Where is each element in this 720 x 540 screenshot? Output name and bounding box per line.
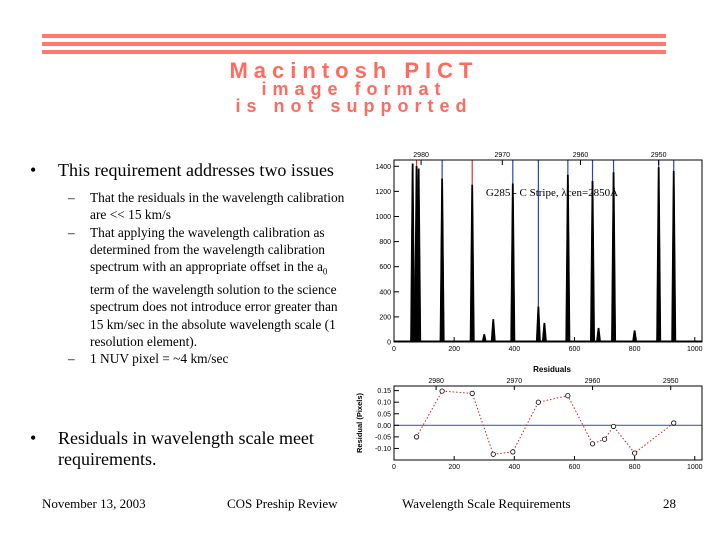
spectrum-top-tick-label: 2950 bbox=[650, 152, 667, 159]
dash-glyph: – bbox=[68, 190, 75, 205]
page-number: 28 bbox=[663, 496, 676, 511]
residual-point bbox=[632, 451, 636, 455]
spectrum-peak bbox=[470, 185, 474, 342]
pict-placeholder-image bbox=[30, 28, 678, 116]
residual-y-tick-label: -0.10 bbox=[375, 445, 391, 453]
bullet-1-text: This requirement addresses two issues bbox=[58, 160, 334, 180]
residual-point bbox=[511, 450, 515, 454]
spectrum-top-tick-label: 2970 bbox=[494, 152, 511, 159]
sub-bullet-1 bbox=[30, 189, 350, 224]
bullet-glyph: • bbox=[30, 428, 37, 448]
spectrum-peak bbox=[656, 168, 660, 342]
spectrum-peak bbox=[491, 319, 495, 342]
spectrum-y-tick-label: 200 bbox=[379, 314, 391, 322]
residual-x-tick-label: 800 bbox=[628, 464, 641, 471]
spectrum-chart bbox=[352, 146, 712, 360]
sub-bullet-list bbox=[30, 189, 350, 368]
spectrum-y-tick-label: 600 bbox=[379, 264, 391, 272]
pict-line-3: is not supported bbox=[235, 96, 473, 116]
spectrum-y-tick-label: 1200 bbox=[375, 188, 391, 196]
residual-y-tick-label: 0.00 bbox=[377, 422, 391, 430]
spectrum-peak bbox=[511, 184, 515, 342]
bullet-list bbox=[30, 160, 350, 368]
bullet-2-text: Residuals in wavelength scale meet requirements. bbox=[58, 428, 314, 469]
spectrum-x-tick-label: 600 bbox=[568, 346, 581, 353]
spectrum-x-tick-label: 800 bbox=[628, 346, 641, 353]
residual-point bbox=[611, 424, 615, 428]
sub-bullet-2-text-a: That applying the wavelength calibration as determined from the wavelength calibration spectrum with an appropriate offset in the a bbox=[90, 224, 325, 275]
bullet-glyph: • bbox=[30, 160, 37, 180]
residual-point bbox=[470, 391, 474, 395]
dash-glyph: – bbox=[68, 224, 75, 240]
residuals-chart bbox=[352, 364, 712, 476]
bullet-2 bbox=[30, 428, 388, 470]
spectrum-peak bbox=[590, 181, 594, 342]
spectrum-top-tick-label: 2980 bbox=[413, 152, 429, 159]
residual-point bbox=[672, 421, 676, 425]
spectrum-peak bbox=[596, 328, 600, 342]
residual-connector bbox=[417, 391, 674, 454]
footer-title: Wavelength Scale Requirements bbox=[402, 496, 571, 511]
residual-top-tick-label: 2950 bbox=[662, 378, 679, 385]
pict-line-2: image format bbox=[261, 79, 447, 99]
spectrum-x-tick-label: 200 bbox=[448, 346, 460, 353]
spectrum-peak bbox=[536, 307, 540, 342]
spectrum-title: G285 - C Stripe, λcen=2850Å bbox=[485, 187, 619, 199]
spectrum-x-tick-label: 0 bbox=[392, 346, 396, 353]
bullet-1 bbox=[30, 160, 350, 181]
residual-y-tick-label: 0.15 bbox=[377, 388, 391, 396]
spectrum-peak bbox=[542, 323, 546, 342]
sub-bullet-3-text: 1 NUV pixel = ~4 km/sec bbox=[90, 351, 229, 367]
residual-x-tick-label: 1000 bbox=[686, 464, 703, 471]
residuals-label: Residuals bbox=[533, 365, 571, 374]
dash-glyph: – bbox=[68, 351, 75, 367]
spectrum-top-tick-label: 2960 bbox=[572, 152, 589, 159]
residual-y-tick-label: 0.05 bbox=[377, 411, 391, 419]
spectrum-peak bbox=[566, 175, 570, 342]
residual-y-tick-label: -0.05 bbox=[375, 434, 391, 442]
residual-point bbox=[602, 437, 606, 441]
residual-point bbox=[440, 389, 444, 393]
residual-point bbox=[590, 442, 594, 446]
residual-point bbox=[566, 394, 570, 398]
spectrum-y-tick-label: 0 bbox=[387, 339, 391, 347]
residual-x-tick-label: 200 bbox=[448, 464, 460, 471]
sub-bullet-2-subscript: 0 bbox=[322, 266, 328, 277]
spectrum-peak bbox=[440, 179, 444, 342]
residual-x-tick-label: 400 bbox=[508, 464, 521, 471]
residual-point bbox=[491, 452, 495, 456]
residual-x-tick-label: 0 bbox=[392, 464, 396, 471]
residual-point bbox=[414, 435, 418, 439]
spectrum-y-tick-label: 400 bbox=[379, 289, 391, 297]
pict-line-1: Macintosh PICT bbox=[229, 58, 479, 83]
footer-date: November 13, 2003 bbox=[42, 496, 146, 511]
spectrum-x-tick-label: 400 bbox=[508, 346, 521, 353]
residual-y-axis-label: Residual (Pixels) bbox=[355, 392, 364, 454]
spectrum-x-tick-label: 1000 bbox=[686, 346, 703, 353]
sub-bullet-3 bbox=[30, 350, 350, 367]
sub-bullet-1-text: That the residuals in the wavelength calibration are << 15 km/s bbox=[90, 190, 345, 223]
spectrum-y-tick-label: 800 bbox=[379, 239, 391, 247]
sub-bullet-2-text-b: term of the wavelength solution to the science spectrum does not introduce error greater than 15 km/sec in the absolute wavelength scale (1 resolution element). bbox=[90, 282, 338, 350]
residual-point bbox=[536, 400, 540, 404]
spectrum-y-tick-label: 1000 bbox=[375, 213, 391, 221]
residual-top-tick-label: 2960 bbox=[584, 378, 601, 385]
residual-y-tick-label: 0.10 bbox=[377, 399, 391, 407]
spectrum-peak bbox=[410, 164, 414, 342]
spectrum-y-tick-label: 1400 bbox=[375, 163, 391, 171]
residual-axes-box bbox=[394, 386, 702, 460]
residual-top-tick-label: 2970 bbox=[506, 378, 523, 385]
footer-center: COS Preship Review bbox=[227, 496, 338, 511]
residual-x-tick-label: 600 bbox=[568, 464, 581, 471]
residual-top-tick-label: 2980 bbox=[428, 378, 444, 385]
sub-bullet-2 bbox=[30, 224, 350, 351]
spectrum-peak bbox=[672, 171, 676, 342]
